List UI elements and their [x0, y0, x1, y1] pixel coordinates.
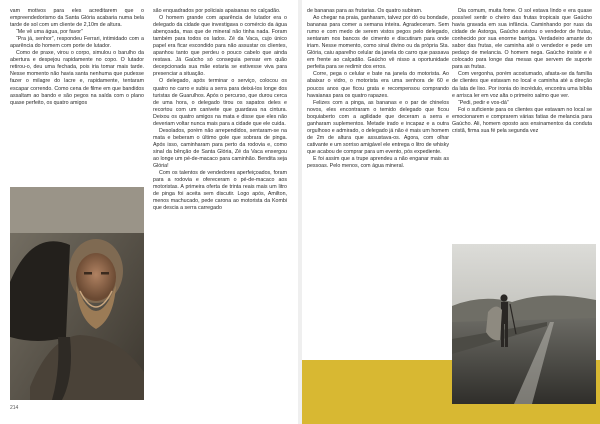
- left-page-column-2-text: [153, 8, 287, 212]
- paragraph: Dia comum, muita fome. O sol estava lindo e era quase possível sentir o cheiro das frutas tropicais que Gaúcho havia gravada em sua infância. Caminhando por ruas da cidade de Astorga, Gaúcho avistou o vendedor de frutas, conhecido por sua enorme barriga. Verdadeiro amante do sabor das frutas, ele caminha até o vendedor e pede um pedaço de melancia. O homem nega. Gaúcho insiste e é colocado para longe das mesas que servem de suporte para as frutas.: [452, 8, 592, 71]
- paragraph: vam motivos para eles acreditarem que o empreendedorismo da Santa Glória acabaria numa bela tarde de sol com um cliente de 2,10m de altura.: [10, 8, 144, 29]
- paragraph: Com vergonha, porém acostumado, afasta-se da família de clientes que estavam no local e caminha até a direção da lata de lixo. Por ironia do incrédulo, encontra uma bíblia e arrisca ler em voz alta o primeiro salmo que ver.: [452, 71, 592, 99]
- paragraph: são enquadrados por policiais apaisanas no calçadão.: [153, 8, 281, 14]
- paragraph: Corre, pega o celular e bate na janela do motorista. Ao abaixar o vidro, o motorista era uma senhora de 60 e poucos anos que ficou grata e recompensou comprando havaianas para os quatro rapazes.: [307, 71, 449, 99]
- right-page-column-2-text: [452, 8, 592, 135]
- bearded-man-photo: [10, 187, 144, 400]
- paragraph: Desolados, porém não arrependidos, sentaram-se na mata e beberam o último gole que sobrara de pinga. Após isso, caminharam para perto da rodovia e, como sinal da bênção de Santa Glória, Zé da Vaca enxergou ao longe um pé-de-macaco para caminhão. Bendita seja Glória!: [153, 127, 287, 170]
- paragraph: O homem grande com aparência de lutador era o delegado da cidade que investigava o comércio da água abençoada, mas que de mineral não tinha nada. Foram também para todos os lados. Zé da Vaca, cujo único papel era ficar escondido para não assustar os clientes, apanhou tanto que perdeu o pouco cabelo que ainda restava. Já Gaúcho só conseguia pensar em quão decepcionada sua mãe estaria se estivesse viva para presenciar a situação.: [153, 15, 287, 78]
- paragraph: Com os talentos de vendedores aperfeiçoados, foram para a rodovia e ofereceram o pé-de-macaco aos motoristas. A primeira oferta de trinta reais mais um litro de pinga foi aceita sem discutir. Logo após, Amilton, menos machucado, pede carona ao motorista da Kombi que descia a serra carregado: [153, 170, 287, 212]
- paragraph: “Pedi, pedir e vos-dá”: [458, 99, 509, 106]
- paragraph: E foi assim que a trupe aprendeu a não enganar mais as pessoas. Pelo menos, com água mineral.: [307, 155, 449, 170]
- page-number: 214: [10, 405, 19, 411]
- paragraph: Ao chegar na praia, ganharam, talvez por dó ou bondade, bananas para comer a semana inteira. Agradeceram. Sem rumo e com medo de serem vistos pegos pelo delegado, sentaram nos bancos de cimento e discutiram para onde iriam. Nesse momento, como sinal divino ou da própria Sta. Glória, caiu aparelho celular da janela do carro que passava em frente ao calçadão. Gaúcho vê nisso a oportunidade perfeita para se redimir dos erros.: [307, 15, 449, 71]
- paragraph: Foi o suficiente para os clientes que estavam no local se emocionarem e comprarem várias fatias de melancia para Gaúcho. Ali, homem oposto aos ensinamentos da conduta cristã, firma sua fé pela segunda vez: [452, 106, 592, 134]
- paragraph: Como de praxe, virou o corpo, simulou o barulho da abertura e despejou rapidamente no copo. O lutador retirou-o, deu uma fechada, pois iria tomar mais tarde. Nesse momento não havia santa nenhuma que pudesse fazer o milagre do lacre e, rapidamente, tentaram escapar correndo. Como cena de filme em que bandidos assaltam ao bando e são pegos na saída com o plano quase perfeito, os quatro amigos: [10, 50, 144, 106]
- left-page-column-1-text: [10, 8, 144, 107]
- paragraph: “Me vê uma água, por favor”: [16, 29, 83, 36]
- paragraph: “Pra já, senhor”, respondeu Ferrari, intimidado com a aparência do homem com porte de lutador.: [10, 36, 144, 50]
- paragraph: O delegado, após terminar o serviço, colocou os quatro no carro e subiu a serra para deixá-los longe dos turistas de Guarulhos. Após o percurso, que durou cerca de uma hora, o delegado tirou os sapatos deles e recortou com um canivete que guardava na cintura. Deixou os quatro amigos na mata e disse que eles não deveriam voltar nunca mais para a cidade que ele cuida.: [153, 78, 287, 127]
- road-walker-photo: [452, 244, 596, 404]
- paragraph: Felizes com a pinga, as bananas e o par de chinelos novos, eles encontraram o temido delegado que ficou boquiaberto com a agilidade que deceram a serra e ganharam suplementos. Metade irado e incapaz e a outra orgulhoso e admirado, o delegado já não é mais um homem de 2m de altura que assustava-os. Agora, com olhar cativante e um sorriso amigável ele entrega o litro de whisky que acabou de comprar para um evento, pós expediente.: [307, 99, 449, 155]
- right-page-column-1-text: [307, 8, 449, 170]
- paragraph: de bananas para as frutarias. Os quatro subiram.: [307, 8, 423, 14]
